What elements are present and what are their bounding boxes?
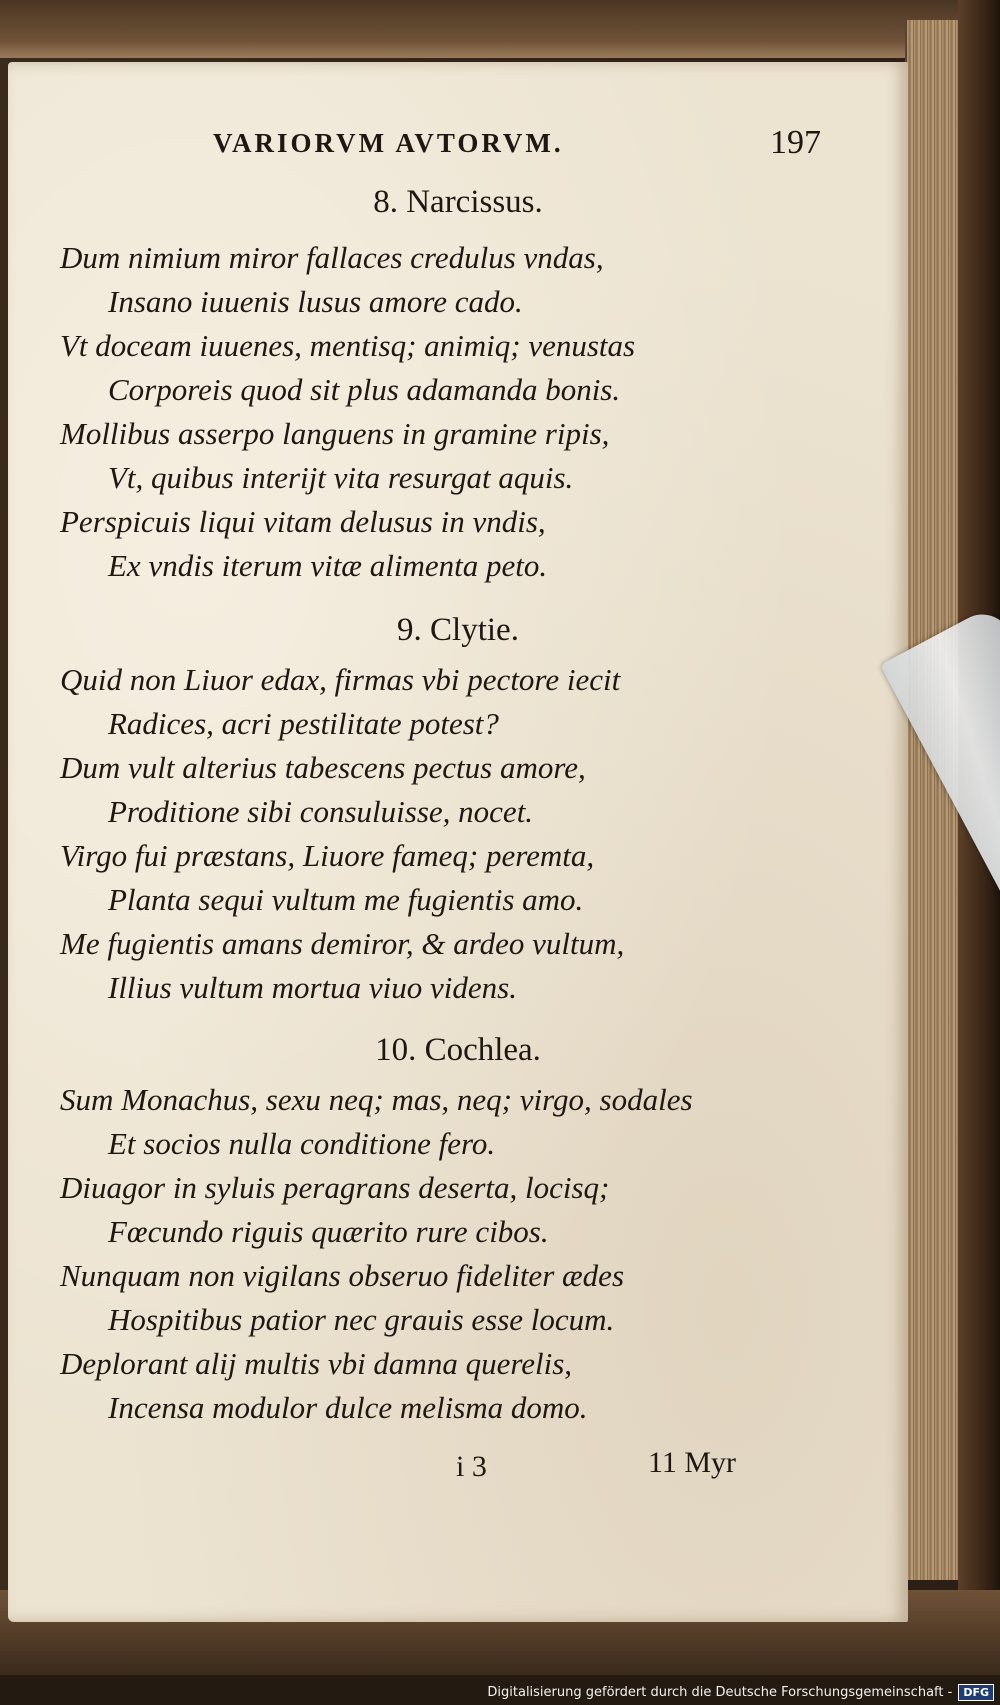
verse-line: Fœcundo riguis quærito rure cibos. [108, 1214, 549, 1249]
verse-line: Me fugientis amans demiror, & ardeo vultum, [60, 926, 625, 961]
verse-line: Vt, quibus interijt vita resurgat aquis. [108, 460, 574, 495]
poem-title: 10. Cochlea. [375, 1032, 541, 1068]
catchword: 11 Myr [648, 1446, 737, 1479]
verse-line: Incensa modulor dulce melisma domo. [108, 1390, 588, 1425]
verse-line: Dum vult alterius tabescens pectus amore, [60, 750, 586, 785]
page-number: 197 [770, 124, 821, 161]
verse-line: Virgo fui præstans, Liuore fameq; peremta, [60, 838, 595, 873]
verse-line: Ex vndis iterum vitæ alimenta peto. [108, 548, 548, 583]
verse-line: Dum nimium miror fallaces credulus vndas, [60, 240, 604, 275]
verse-line: Vt doceam iuuenes, mentisq; animiq; venustas [60, 328, 636, 363]
verse-line: Mollibus asserpo languens in gramine ripis, [60, 416, 610, 451]
verse-line: Sum Monachus, sexu neq; mas, neq; virgo, sodales [60, 1082, 693, 1117]
printed-page [8, 62, 908, 1622]
poem-title: 8. Narcissus. [373, 184, 543, 220]
book-top-edge [0, 0, 1000, 58]
verse-line: Insano iuuenis lusus amore cado. [108, 284, 523, 319]
poem-title: 9. Clytie. [397, 612, 519, 648]
verse-line: Planta sequi vultum me fugientis amo. [108, 882, 584, 917]
verse-line: Deplorant alij multis vbi damna querelis, [60, 1346, 573, 1381]
digitization-credit [487, 1684, 994, 1701]
verse-line: Et socios nulla conditione fero. [108, 1126, 496, 1161]
verse-line: Quid non Liuor edax, firmas vbi pectore iecit [60, 662, 621, 697]
page-text [8, 62, 908, 1622]
verse-line: Illius vultum mortua viuo videns. [108, 970, 517, 1005]
verse-line: Radices, acri pestilitate potest? [108, 706, 499, 741]
running-head: VARIORVM AVTORVM. [213, 128, 564, 158]
verse-line: Diuagor in syluis peragrans deserta, locisq; [60, 1170, 610, 1205]
signature-mark: i 3 [456, 1450, 487, 1483]
verse-line: Nunquam non vigilans obseruo fideliter ædes [60, 1258, 625, 1293]
verse-line: Proditione sibi consuluisse, nocet. [108, 794, 534, 829]
dfg-logo: DFG [958, 1684, 994, 1701]
verse-line: Corporeis quod sit plus adamanda bonis. [108, 372, 621, 407]
credit-text: Digitalisierung gefördert durch die Deutsche Forschungsgemeinschaft - [487, 1685, 953, 1700]
verse-line: Perspicuis liqui vitam delusus in vndis, [60, 504, 546, 539]
verse-line: Hospitibus patior nec grauis esse locum. [108, 1302, 615, 1337]
